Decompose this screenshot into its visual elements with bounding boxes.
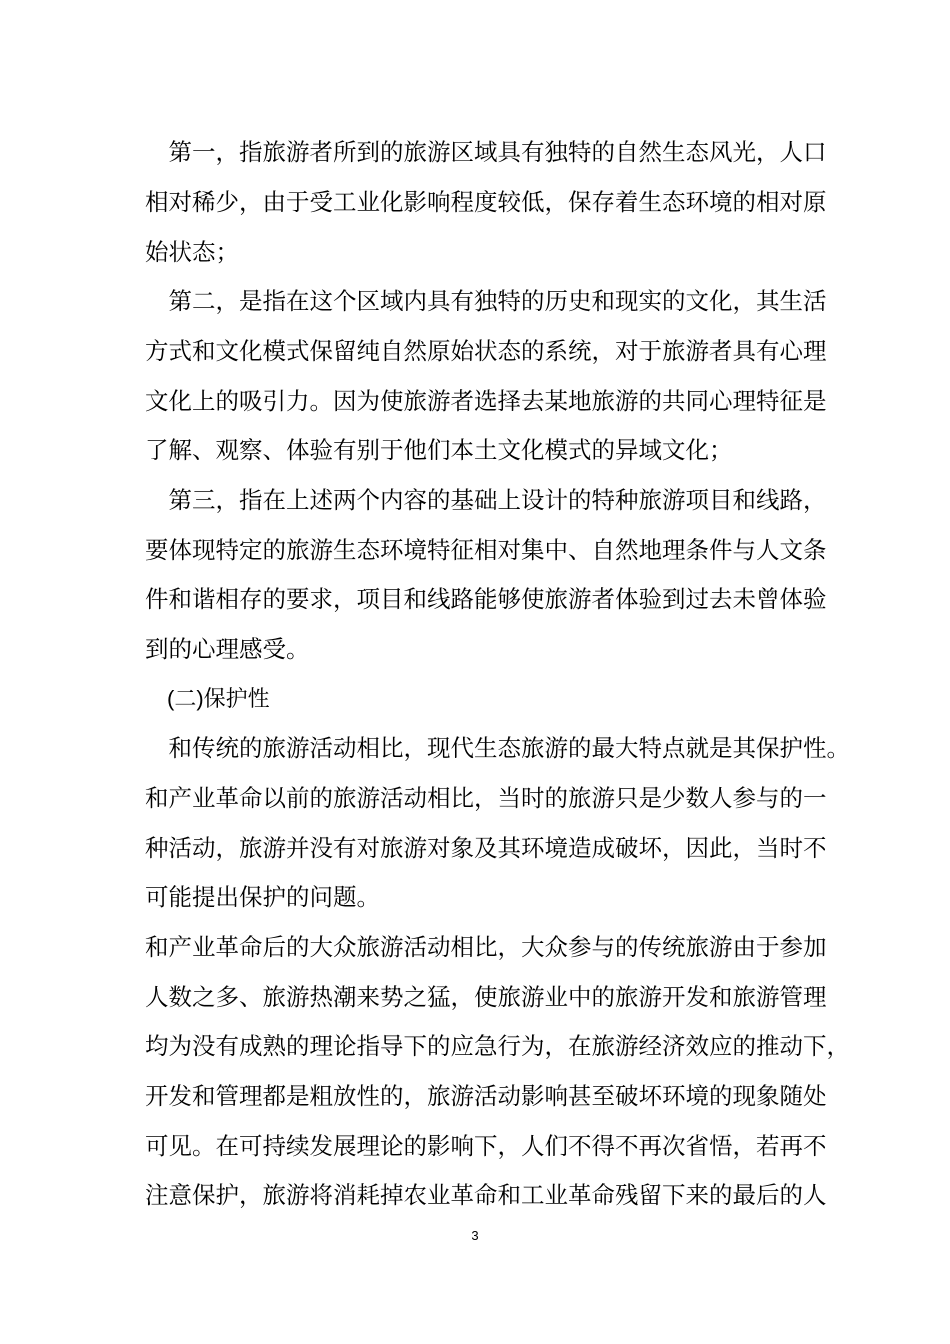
text-line: 第二，是指在这个区域内具有独特的历史和现实的文化，其生活	[145, 287, 827, 315]
text-line: 方式和文化模式保留纯自然原始状态的系统，对于旅游者具有心理	[145, 337, 827, 365]
text-line: 件和谐相存的要求，项目和线路能够使旅游者体验到过去未曾体验	[145, 585, 827, 613]
text-line: 了解、观察、体验有别于他们本土文化模式的异域文化；	[145, 436, 733, 464]
text-line: 注意保护，旅游将消耗掉农业革命和工业革命残留下来的最后的人	[145, 1181, 827, 1209]
text-line: 和产业革命以前的旅游活动相比，当时的旅游只是少数人参与的一	[145, 784, 827, 812]
page-number: 3	[471, 1228, 479, 1243]
text-line: 和产业革命后的大众旅游活动相比，大众参与的传统旅游由于参加	[145, 933, 827, 961]
text-line: 第一，指旅游者所到的旅游区域具有独特的自然生态风光，人口	[145, 138, 827, 166]
text-line: 可能提出保护的问题。	[145, 883, 380, 911]
text-line: 文化上的吸引力。因为使旅游者选择去某地旅游的共同心理特征是	[145, 387, 827, 415]
text-line: 到的心理感受。	[145, 635, 310, 663]
text-line: 开发和管理都是粗放性的，旅游活动影响甚至破坏环境的现象随处	[145, 1082, 827, 1110]
text-line: 要体现特定的旅游生态环境特征相对集中、自然地理条件与人文条	[145, 536, 827, 564]
text-line: 相对稀少，由于受工业化影响程度较低，保存着生态环境的相对原	[145, 188, 827, 216]
section-heading: (二)保护性	[145, 686, 270, 711]
text-line: 第三，指在上述两个内容的基础上设计的特种旅游项目和线路，	[145, 486, 827, 514]
text-line: 均为没有成熟的理论指导下的应急行为，在旅游经济效应的推动下，	[145, 1032, 850, 1060]
text-line: 人数之多、旅游热潮来势之猛，使旅游业中的旅游开发和旅游管理	[145, 983, 827, 1011]
text-line: 和传统的旅游活动相比，现代生态旅游的最大特点就是其保护性。	[145, 734, 850, 762]
text-line: 种活动，旅游并没有对旅游对象及其环境造成破坏，因此，当时不	[145, 834, 827, 862]
text-line: 始状态；	[145, 238, 239, 266]
text-line: 可见。在可持续发展理论的影响下，人们不得不再次省悟，若再不	[145, 1132, 827, 1160]
